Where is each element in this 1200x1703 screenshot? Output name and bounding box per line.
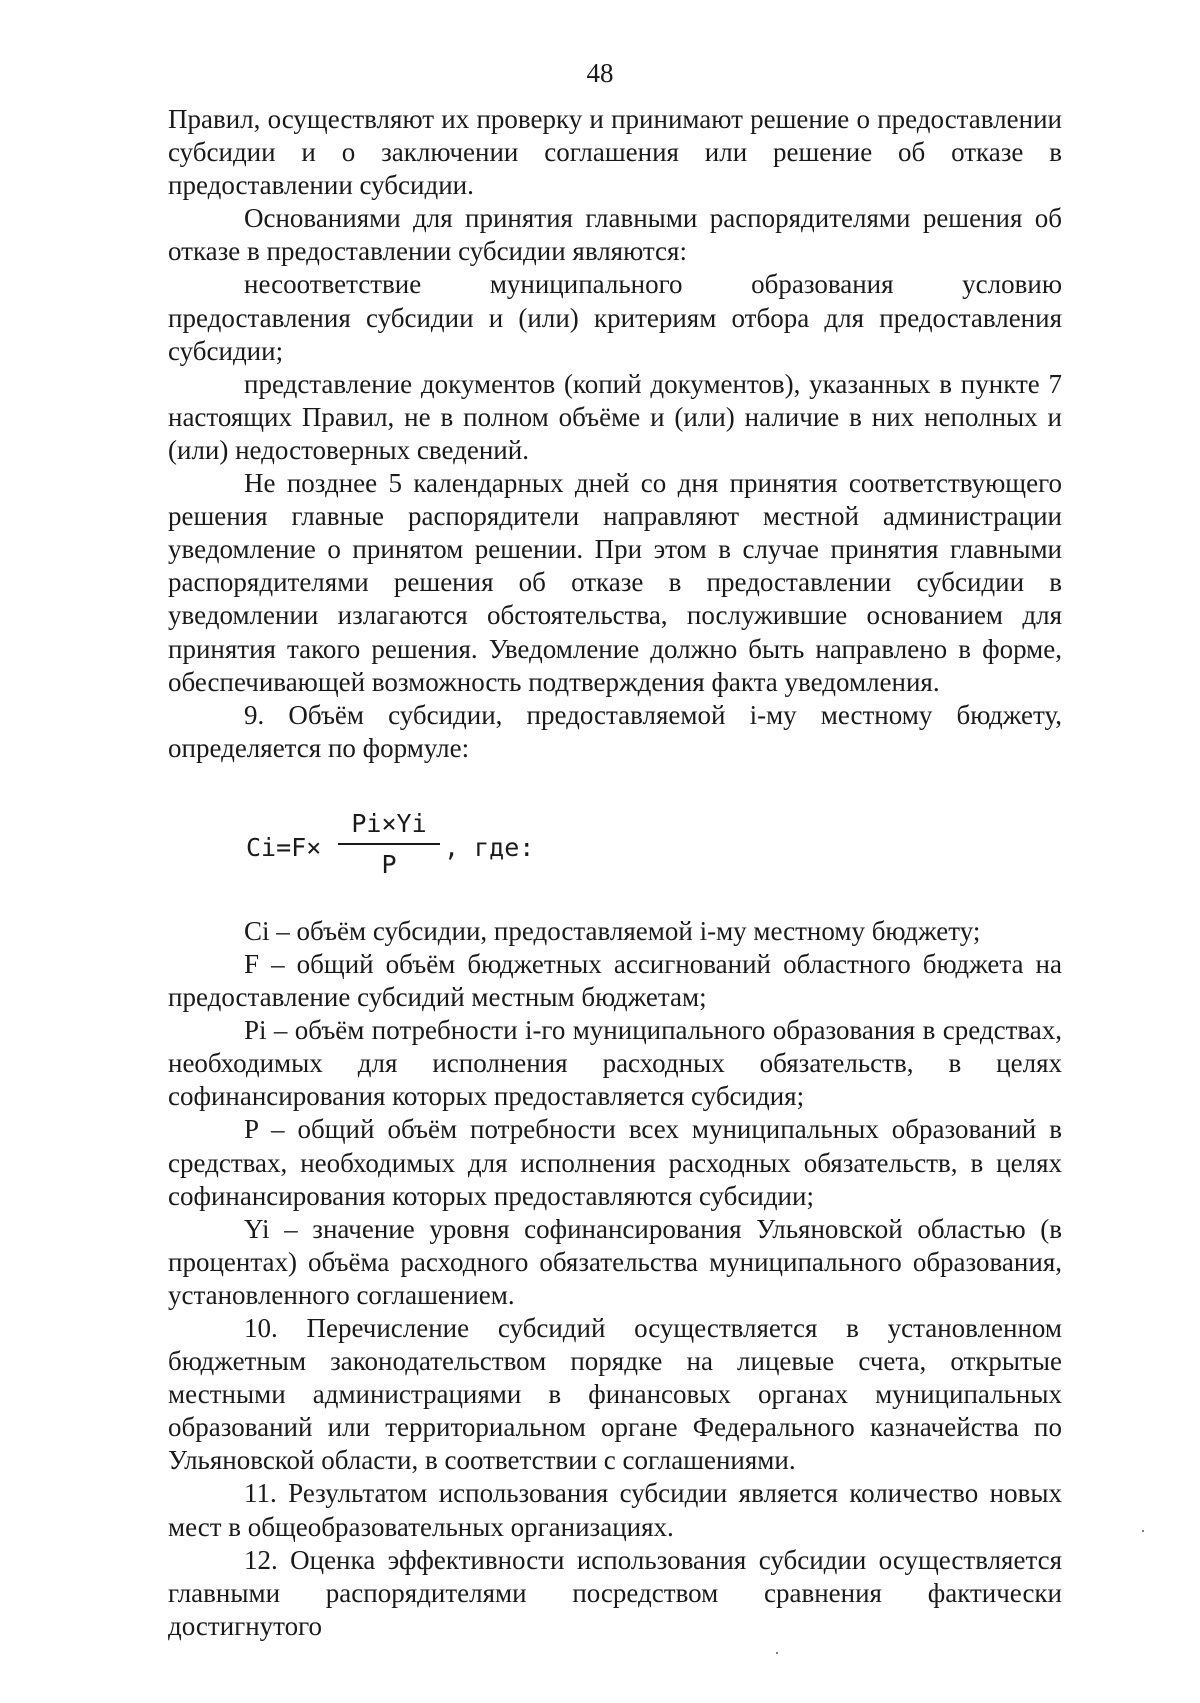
- subsidy-formula: [168, 765, 1062, 915]
- definition-pi: Pi – объём потребности i-го муниципального образования в средствах, необходимых для исполнения расходных обязательств, в целях софинансирования которых предоставляется субсидия;: [168, 1015, 1062, 1112]
- paragraph-item-9: 9. Объём субсидии, предоставляемой i-му местному бюджету, определяется по формуле:: [168, 699, 1062, 763]
- scan-speck: [776, 1652, 778, 1654]
- definition-yi: Yi – значение уровня софинансирования Ульяновской областью (в процентах) объёма расходного обязательства муниципального образования, установленного соглашением.: [168, 1213, 1062, 1310]
- formula-tail: , где:: [444, 832, 535, 862]
- formula-denominator: P: [381, 849, 397, 879]
- paragraph-continuation: Правил, осуществляют их проверку и принимают решение о предоставлении субсидии и о заключении соглашения или решение об отказе в предоставлении субсидии.: [168, 104, 1062, 201]
- definition-p: P – общий объём потребности всех муниципальных образований в средствах, необходимых для исполнения расходных обязательств, в целях софинансирования которых предоставляются субсидии;: [168, 1114, 1062, 1211]
- paragraph-item-11: 11. Результатом использования субсидии является количество новых мест в общеобразовательных организациях.: [168, 1478, 1062, 1542]
- paragraph-item-12: 12. Оценка эффективности использования субсидии осуществляется главными распорядителями посредством сравнения фактически достигнутого: [168, 1544, 1062, 1641]
- paragraph-refusal-grounds: Основаниями для принятия главными распорядителями решения об отказе в предоставлении субсидии являются:: [168, 203, 1062, 267]
- page-number: 48: [586, 58, 614, 88]
- body-text: [168, 103, 1062, 1643]
- definition-ci: Ci – объём субсидии, предоставляемой i-му местному бюджету;: [244, 915, 981, 946]
- paragraph-ground-documents: представление документов (копий документов), указанных в пункте 7 настоящих Правил, не в полном объёме и (или) наличие в них неполных и (или) недостоверных сведений.: [168, 368, 1062, 465]
- paragraph-item-10: 10. Перечисление субсидий осуществляется в установленном бюджетным законодательством порядке на лицевые счета, открытые местными администрациями в финансовых органах муниципальных образований или территориальном органе Федерального казначейства по Ульяновской области, в соответствии с соглашениями.: [168, 1313, 1062, 1476]
- definition-f: F – общий объём бюджетных ассигнований областного бюджета на предоставление субсидий местным бюджетам;: [168, 948, 1062, 1013]
- formula-lhs: Ci=F×: [246, 832, 322, 862]
- formula-fraction: [338, 807, 440, 881]
- paragraph-ground-mismatch: несоответствие муниципального образования условию предоставления субсидии и (или) критериям отбора для предоставления субсидии;: [168, 269, 1062, 366]
- paragraph-notification: Не позднее 5 календарных дней со дня принятия соответствующего решения главные распорядители направляют местной администрации уведомление о принятом решении. При этом в случае принятия главными распорядителями решения об отказе в предоставлении субсидии в уведомлении излагаются обстоятельства, послужившие основанием для принятия такого решения. Уведомление должно быть направлено в форме, обеспечивающей возможность подтверждения факта уведомления.: [168, 468, 1062, 697]
- formula-numerator: Pi×Yi: [338, 807, 440, 845]
- scan-speck: [1142, 1530, 1144, 1532]
